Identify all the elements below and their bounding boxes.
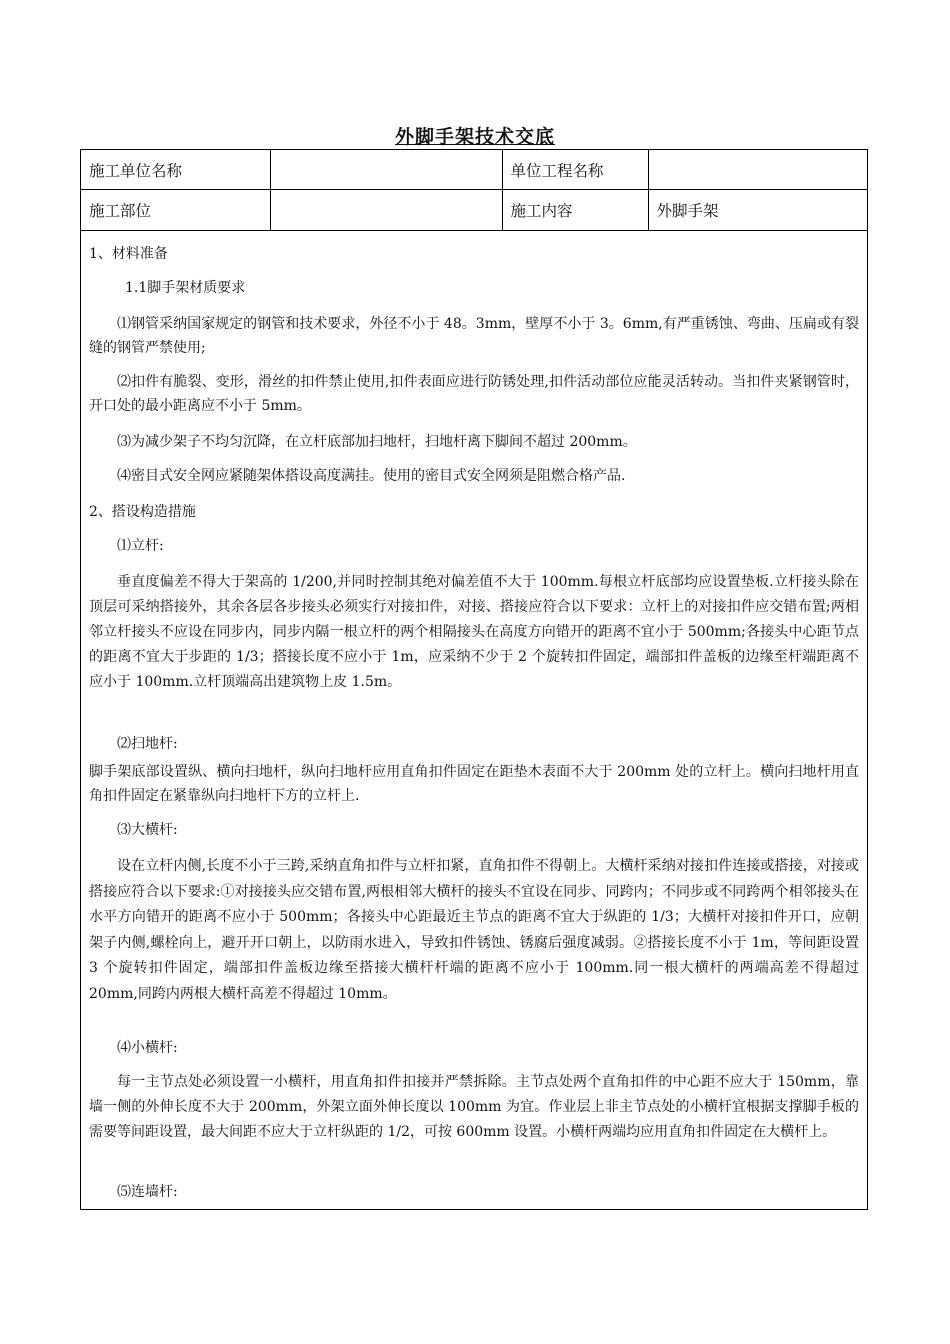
location-label: 施工部位	[81, 190, 270, 231]
transom-heading: ⑷小横杆:	[117, 1040, 178, 1056]
paragraph-sweep-pole-setup: 脚手架底部设置纵、横向扫地杆，纵向扫地杆应用直角扣件固定在距垫木表面不大于 200mm 处的立杆上。横向扫地杆用直角扣件固定在紧靠纵向扫地杆下方的立杆上.	[89, 764, 859, 804]
upright-pole-heading: ⑴立杆:	[117, 538, 164, 554]
sweep-pole-heading: ⑵扫地杆:	[117, 736, 178, 752]
section-2-heading: 2、搭设构造措施	[89, 504, 196, 520]
header-row-2	[81, 190, 867, 231]
project-name-value	[648, 150, 867, 190]
header-table	[81, 150, 867, 231]
section-1-heading: 1、材料准备	[89, 246, 168, 262]
paragraph-transom: 每一主节点处必须设置一小横杆，用直角扣件扣接并严禁拆除。主节点处两个直角扣件的中心距不应大于 150mm，靠墙一侧的外伸长度不大于 200mm，外架立面外伸长度以 100mm 为宜。作业层上非主节点处的小横杆宜根据支撑脚手板的需要等间距设置，最大间距不应大于立杆纵距的 1/2，可按 600mm 设置。小横杆两端均应用直角扣件固定在大横杆上。	[89, 1074, 859, 1140]
project-name-label: 单位工程名称	[502, 150, 648, 190]
unit-name-value	[270, 150, 502, 190]
paragraph-steel-pipe: ⑴钢管采纳国家规定的钢管和技术要求，外径不小于 48。3mm，壁厚不小于 3。6mm,有严重锈蚀、弯曲、压扁或有裂缝的钢管严禁使用;	[89, 316, 859, 356]
section-1-1-heading: 1.1脚手架材质要求	[125, 280, 246, 296]
wall-tie-heading: ⑸连墙杆:	[117, 1184, 178, 1200]
ledger-heading: ⑶大横杆:	[117, 822, 178, 838]
unit-name-label: 施工单位名称	[81, 150, 270, 190]
paragraph-fastener: ⑵扣件有脆裂、变形，滑丝的扣件禁止使用,扣件表面应进行防锈处理,扣件活动部位应能灵活转动。当扣件夹紧钢管时，开口处的最小距离应不小于 5mm。	[89, 374, 859, 414]
paragraph-sweep-pole: ⑶为减少架子不均匀沉降，在立杆底部加扫地杆，扫地杆离下脚间不超过 200mm。	[117, 434, 637, 450]
disclosure-form	[80, 149, 868, 1210]
header-row-1	[81, 150, 867, 190]
content-label: 施工内容	[502, 190, 648, 231]
location-value	[270, 190, 502, 231]
paragraph-safety-net: ⑷密目式安全网应紧随架体搭设高度满挂。使用的密目式安全网须是阻燃合格产品.	[117, 468, 626, 484]
content-value: 外脚手架	[648, 190, 867, 231]
paragraph-upright-pole: 垂直度偏差不得大于架高的 1/200,并同时控制其绝对偏差值不大于 100mm.每根立杆底部均应设置垫板.立杆接头除在顶层可采纳搭接外，其余各层各步接头必须实行对接扣件，对接、搭接应符合以下要求：立杆上的对接扣件应交错布置;两相邻立杆接头不应设在同步内，同步内隔一根立杆的两个相隔接头在高度方向错开的距离不宜小于 500mm;各接头中心距节点的距离不宜大于步距的 1/3；搭接长度不应小于 1m，应采纳不少于 2 个旋转扣件固定，端部扣件盖板的边缘至杆端距离不应小于 100mm.立杆顶端高出建筑物上皮 1.5m。	[89, 574, 859, 690]
paragraph-ledger: 设在立杆内侧,长度不小于三跨,采纳直角扣件与立杆扣紧，直角扣件不得朝上。大横杆采纳对接扣件连接或搭接，对接或搭接应符合以下要求:①对接接头应交错布置,两根相邻大横杆的接头不宜设在同步、同跨内；不同步或不同跨两个相邻接头在水平方向错开的距离不应小于 500mm；各接头中心距最近主节点的距离不宜大于纵距的 1/3；大横杆对接扣件开口，应朝架子内侧,螺栓向上，避开开口朝上，以防雨水进入，导致扣件锈蚀、锈腐后强度减弱。②搭接长度不小于 1m，等间距设置 3 个旋转扣件固定，端部扣件盖板边缘至搭接大横杆杆端的距离不应小于 100mm.同一根大横杆的两端高差不得超过 20mm,同跨内两根大横杆高差不得超过 10mm。	[89, 858, 859, 1002]
page-title: 外脚手架技术交底	[394, 126, 555, 148]
